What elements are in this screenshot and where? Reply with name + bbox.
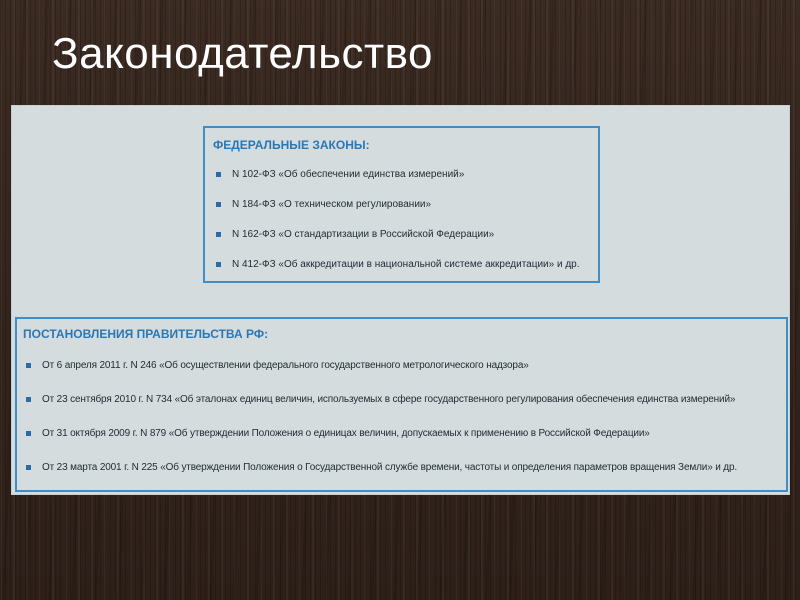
federal-laws-box [203, 126, 600, 283]
government-decrees-box [15, 317, 788, 492]
law-item-text: N 412-ФЗ «Об аккредитации в национальной системе аккредитации» и др. [232, 258, 580, 270]
content-panel [11, 105, 790, 495]
list-item [213, 249, 588, 279]
government-decrees-list [23, 348, 776, 484]
square-bullet-icon [216, 202, 221, 207]
list-item [213, 159, 588, 189]
list-item [23, 416, 776, 450]
decree-item-text: От 31 октября 2009 г. N 879 «Об утверждении Положения о единицах величин, допускаемых к применению в Российской Федерации» [42, 427, 650, 439]
square-bullet-icon [216, 232, 221, 237]
square-bullet-icon [26, 397, 31, 402]
list-item [23, 382, 776, 416]
square-bullet-icon [216, 172, 221, 177]
law-item-text: N 102-ФЗ «Об обеспечении единства измерений» [232, 168, 465, 180]
decree-item-text: От 23 сентября 2010 г. N 734 «Об эталонах единиц величин, используемых в сфере государственного регулирования обеспечения единства измерений» [42, 393, 736, 405]
list-item [23, 450, 776, 484]
square-bullet-icon [216, 262, 221, 267]
decree-item-text: От 6 апреля 2011 г. N 246 «Об осуществлении федерального государственного метрологического надзора» [42, 359, 529, 371]
list-item [213, 189, 588, 219]
government-decrees-heading: ПОСТАНОВЛЕНИЯ ПРАВИТЕЛЬСТВА РФ: [23, 327, 269, 341]
law-item-text: N 162-ФЗ «О стандартизации в Российской Федерации» [232, 228, 495, 240]
list-item [23, 348, 776, 382]
square-bullet-icon [26, 465, 31, 470]
decree-item-text: От 23 марта 2001 г. N 225 «Об утверждении Положения о Государственной службе времени, частоты и определения параметров вращения Земли» и др. [42, 461, 738, 473]
square-bullet-icon [26, 363, 31, 368]
slide-title: Законодательство [52, 29, 434, 78]
square-bullet-icon [26, 431, 31, 436]
list-item [213, 219, 588, 249]
federal-laws-heading: ФЕДЕРАЛЬНЫЕ ЗАКОНЫ: [213, 138, 370, 152]
law-item-text: N 184-ФЗ «О техническом регулировании» [232, 198, 432, 210]
federal-laws-list [213, 159, 588, 279]
